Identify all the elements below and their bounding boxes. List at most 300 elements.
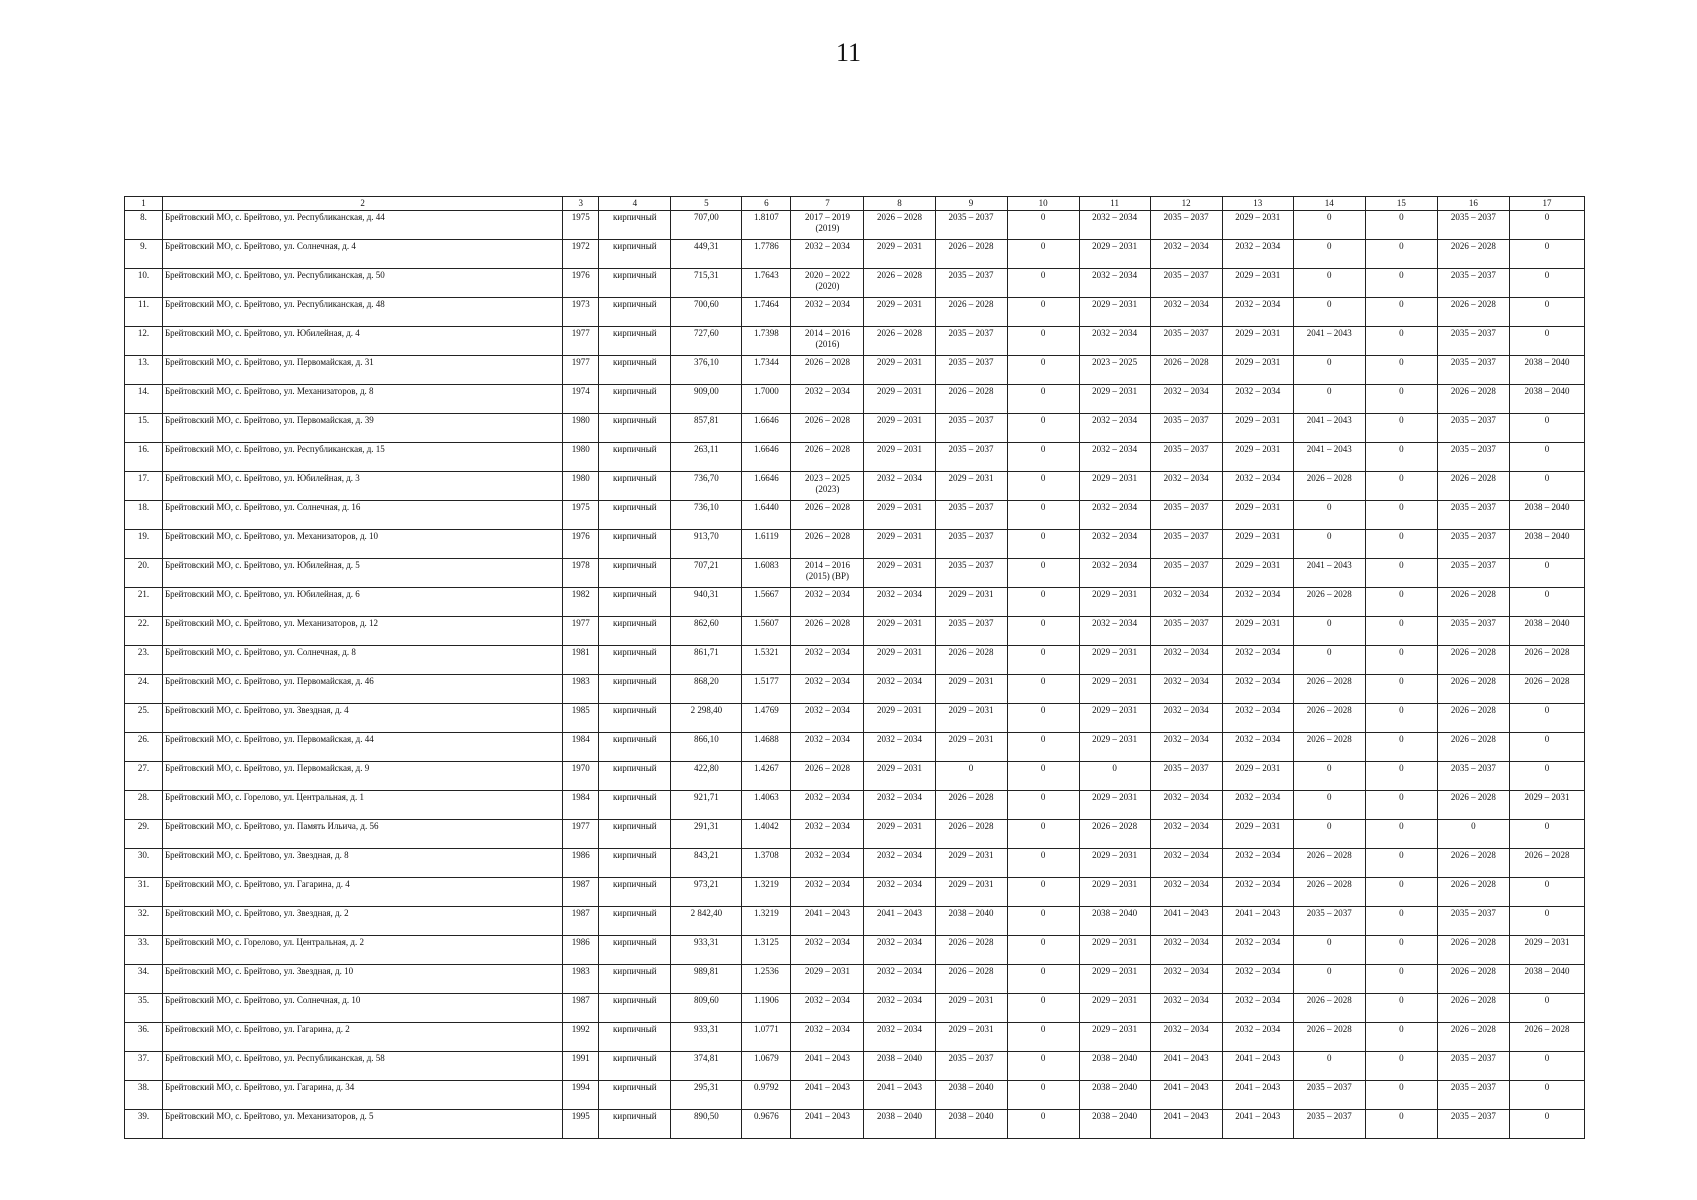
period-col-14-cell: 0 bbox=[1293, 501, 1365, 530]
area-cell: 707,00 bbox=[671, 211, 742, 240]
column-number-17: 17 bbox=[1509, 197, 1584, 211]
period-col-14-cell: 2026 – 2028 bbox=[1293, 472, 1365, 501]
wall-material-cell: кирпичный bbox=[599, 443, 671, 472]
period-col-7-cell: 2032 – 2034 bbox=[791, 298, 864, 327]
period-col-11-cell: 2038 – 2040 bbox=[1079, 1052, 1150, 1081]
period-col-13-cell: 2032 – 2034 bbox=[1222, 733, 1293, 762]
table-row bbox=[125, 965, 1585, 994]
area-cell: 374,81 bbox=[671, 1052, 742, 1081]
criterion-index-cell: 0.9676 bbox=[742, 1110, 791, 1139]
criterion-index-cell: 0.9792 bbox=[742, 1081, 791, 1110]
period-col-15-cell: 0 bbox=[1365, 646, 1437, 675]
period-col-12-cell: 2032 – 2034 bbox=[1150, 298, 1222, 327]
period-col-12-cell: 2041 – 2043 bbox=[1150, 1081, 1222, 1110]
address-cell: Брейтовский МО, с. Брейтово, ул. Республиканская, д. 15 bbox=[163, 443, 563, 472]
wall-material-cell: кирпичный bbox=[599, 530, 671, 559]
period-col-15-cell: 0 bbox=[1365, 1081, 1437, 1110]
period-col-13-cell: 2032 – 2034 bbox=[1222, 240, 1293, 269]
row-number-cell: 17. bbox=[125, 472, 163, 501]
area-cell: 736,70 bbox=[671, 472, 742, 501]
row-number-cell: 31. bbox=[125, 878, 163, 907]
period-col-13-cell: 2029 – 2031 bbox=[1222, 269, 1293, 298]
wall-material-cell: кирпичный bbox=[599, 733, 671, 762]
wall-material-cell: кирпичный bbox=[599, 414, 671, 443]
period-col-7-cell: 2041 – 2043 bbox=[791, 907, 864, 936]
period-col-16-cell: 2035 – 2037 bbox=[1437, 269, 1509, 298]
period-col-9-cell: 2029 – 2031 bbox=[935, 588, 1007, 617]
period-col-14-cell: 0 bbox=[1293, 791, 1365, 820]
period-col-15-cell: 0 bbox=[1365, 269, 1437, 298]
table-row bbox=[125, 762, 1585, 791]
period-col-12-cell: 2032 – 2034 bbox=[1150, 385, 1222, 414]
table-row bbox=[125, 356, 1585, 385]
period-col-12-cell: 2032 – 2034 bbox=[1150, 646, 1222, 675]
year-built-cell: 1970 bbox=[563, 762, 599, 791]
period-col-7-cell: 2041 – 2043 bbox=[791, 1081, 864, 1110]
period-col-8-cell: 2029 – 2031 bbox=[864, 646, 935, 675]
period-col-10-cell: 0 bbox=[1007, 530, 1079, 559]
period-col-15-cell: 0 bbox=[1365, 1052, 1437, 1081]
period-col-14-cell: 2026 – 2028 bbox=[1293, 849, 1365, 878]
period-col-8-cell: 2038 – 2040 bbox=[864, 1052, 935, 1081]
period-col-14-cell: 0 bbox=[1293, 646, 1365, 675]
period-col-10-cell: 0 bbox=[1007, 675, 1079, 704]
period-col-9-cell: 2035 – 2037 bbox=[935, 530, 1007, 559]
period-col-16-cell: 2026 – 2028 bbox=[1437, 965, 1509, 994]
period-col-12-cell: 2035 – 2037 bbox=[1150, 211, 1222, 240]
period-col-7-cell: 2032 – 2034 bbox=[791, 588, 864, 617]
wall-material-cell: кирпичный bbox=[599, 849, 671, 878]
table-row bbox=[125, 704, 1585, 733]
table-row bbox=[125, 820, 1585, 849]
criterion-index-cell: 1.7464 bbox=[742, 298, 791, 327]
wall-material-cell: кирпичный bbox=[599, 559, 671, 588]
period-col-15-cell: 0 bbox=[1365, 530, 1437, 559]
period-col-10-cell: 0 bbox=[1007, 1023, 1079, 1052]
table-row bbox=[125, 501, 1585, 530]
row-number-cell: 15. bbox=[125, 414, 163, 443]
period-col-11-cell: 2032 – 2034 bbox=[1079, 269, 1150, 298]
period-col-15-cell: 0 bbox=[1365, 791, 1437, 820]
period-col-14-cell: 0 bbox=[1293, 240, 1365, 269]
period-col-9-cell: 2035 – 2037 bbox=[935, 269, 1007, 298]
criterion-index-cell: 1.6646 bbox=[742, 414, 791, 443]
period-col-15-cell: 0 bbox=[1365, 356, 1437, 385]
table-body bbox=[125, 211, 1585, 1139]
period-col-8-cell: 2029 – 2031 bbox=[864, 298, 935, 327]
wall-material-cell: кирпичный bbox=[599, 1081, 671, 1110]
area-cell: 291,31 bbox=[671, 820, 742, 849]
period-col-14-cell: 2041 – 2043 bbox=[1293, 414, 1365, 443]
period-col-15-cell: 0 bbox=[1365, 965, 1437, 994]
period-col-13-cell: 2029 – 2031 bbox=[1222, 327, 1293, 356]
period-col-17-cell: 2038 – 2040 bbox=[1509, 530, 1584, 559]
period-col-11-cell: 2032 – 2034 bbox=[1079, 327, 1150, 356]
period-col-7-cell: 2032 – 2034 bbox=[791, 704, 864, 733]
period-col-9-cell: 2035 – 2037 bbox=[935, 327, 1007, 356]
table-row bbox=[125, 791, 1585, 820]
address-cell: Брейтовский МО, с. Брейтово, ул. Республиканская, д. 50 bbox=[163, 269, 563, 298]
year-built-cell: 1995 bbox=[563, 1110, 599, 1139]
wall-material-cell: кирпичный bbox=[599, 965, 671, 994]
period-col-15-cell: 0 bbox=[1365, 472, 1437, 501]
period-col-11-cell: 2029 – 2031 bbox=[1079, 704, 1150, 733]
criterion-index-cell: 1.6440 bbox=[742, 501, 791, 530]
period-col-14-cell: 0 bbox=[1293, 820, 1365, 849]
period-col-15-cell: 0 bbox=[1365, 849, 1437, 878]
row-number-cell: 24. bbox=[125, 675, 163, 704]
period-col-16-cell: 2026 – 2028 bbox=[1437, 791, 1509, 820]
period-col-16-cell: 2026 – 2028 bbox=[1437, 646, 1509, 675]
table-row bbox=[125, 936, 1585, 965]
period-col-16-cell: 2026 – 2028 bbox=[1437, 704, 1509, 733]
period-col-15-cell: 0 bbox=[1365, 588, 1437, 617]
table-row bbox=[125, 559, 1585, 588]
period-col-15-cell: 0 bbox=[1365, 1023, 1437, 1052]
criterion-index-cell: 1.0679 bbox=[742, 1052, 791, 1081]
period-col-10-cell: 0 bbox=[1007, 414, 1079, 443]
row-number-cell: 11. bbox=[125, 298, 163, 327]
period-col-10-cell: 0 bbox=[1007, 791, 1079, 820]
period-col-8-cell: 2029 – 2031 bbox=[864, 530, 935, 559]
period-col-13-cell: 2029 – 2031 bbox=[1222, 443, 1293, 472]
year-built-cell: 1974 bbox=[563, 385, 599, 414]
row-number-cell: 13. bbox=[125, 356, 163, 385]
period-col-11-cell: 2029 – 2031 bbox=[1079, 472, 1150, 501]
year-built-cell: 1975 bbox=[563, 211, 599, 240]
period-col-12-cell: 2035 – 2037 bbox=[1150, 501, 1222, 530]
housing-registry-table bbox=[124, 196, 1585, 1139]
period-col-13-cell: 2032 – 2034 bbox=[1222, 936, 1293, 965]
period-col-12-cell: 2035 – 2037 bbox=[1150, 269, 1222, 298]
row-number-cell: 10. bbox=[125, 269, 163, 298]
period-col-9-cell: 2026 – 2028 bbox=[935, 298, 1007, 327]
period-col-15-cell: 0 bbox=[1365, 240, 1437, 269]
period-col-9-cell: 2029 – 2031 bbox=[935, 704, 1007, 733]
period-col-11-cell: 2029 – 2031 bbox=[1079, 1023, 1150, 1052]
period-col-13-cell: 2032 – 2034 bbox=[1222, 646, 1293, 675]
period-col-8-cell: 2032 – 2034 bbox=[864, 849, 935, 878]
period-col-12-cell: 2032 – 2034 bbox=[1150, 675, 1222, 704]
period-col-16-cell: 2035 – 2037 bbox=[1437, 443, 1509, 472]
period-col-17-cell: 0 bbox=[1509, 240, 1584, 269]
period-col-13-cell: 2029 – 2031 bbox=[1222, 530, 1293, 559]
period-col-8-cell: 2026 – 2028 bbox=[864, 269, 935, 298]
period-col-14-cell: 2026 – 2028 bbox=[1293, 675, 1365, 704]
row-number-cell: 29. bbox=[125, 820, 163, 849]
period-col-7-cell: 2032 – 2034 bbox=[791, 733, 864, 762]
address-cell: Брейтовский МО, с. Брейтово, ул. Звездная, д. 10 bbox=[163, 965, 563, 994]
criterion-index-cell: 1.6083 bbox=[742, 559, 791, 588]
period-col-11-cell: 2029 – 2031 bbox=[1079, 588, 1150, 617]
period-col-9-cell: 0 bbox=[935, 762, 1007, 791]
period-col-10-cell: 0 bbox=[1007, 443, 1079, 472]
period-col-11-cell: 2029 – 2031 bbox=[1079, 733, 1150, 762]
period-col-11-cell: 2029 – 2031 bbox=[1079, 965, 1150, 994]
period-col-10-cell: 0 bbox=[1007, 646, 1079, 675]
period-col-10-cell: 0 bbox=[1007, 211, 1079, 240]
address-cell: Брейтовский МО, с. Брейтово, ул. Республиканская, д. 44 bbox=[163, 211, 563, 240]
period-col-16-cell: 2026 – 2028 bbox=[1437, 936, 1509, 965]
period-col-12-cell: 2032 – 2034 bbox=[1150, 994, 1222, 1023]
period-col-10-cell: 0 bbox=[1007, 298, 1079, 327]
table-row bbox=[125, 298, 1585, 327]
period-col-8-cell: 2038 – 2040 bbox=[864, 1110, 935, 1139]
wall-material-cell: кирпичный bbox=[599, 1052, 671, 1081]
area-cell: 921,71 bbox=[671, 791, 742, 820]
period-col-11-cell: 2029 – 2031 bbox=[1079, 878, 1150, 907]
period-col-11-cell: 2026 – 2028 bbox=[1079, 820, 1150, 849]
period-col-8-cell: 2026 – 2028 bbox=[864, 327, 935, 356]
address-cell: Брейтовский МО, с. Брейтово, ул. Первомайская, д. 44 bbox=[163, 733, 563, 762]
year-built-cell: 1980 bbox=[563, 414, 599, 443]
period-col-9-cell: 2035 – 2037 bbox=[935, 414, 1007, 443]
year-built-cell: 1987 bbox=[563, 878, 599, 907]
period-col-15-cell: 0 bbox=[1365, 878, 1437, 907]
period-col-10-cell: 0 bbox=[1007, 936, 1079, 965]
row-number-cell: 26. bbox=[125, 733, 163, 762]
row-number-cell: 16. bbox=[125, 443, 163, 472]
area-cell: 857,81 bbox=[671, 414, 742, 443]
address-cell: Брейтовский МО, с. Брейтово, ул. Механизаторов, д. 8 bbox=[163, 385, 563, 414]
period-col-9-cell: 2035 – 2037 bbox=[935, 559, 1007, 588]
year-built-cell: 1991 bbox=[563, 1052, 599, 1081]
period-col-17-cell: 0 bbox=[1509, 559, 1584, 588]
period-col-11-cell: 2029 – 2031 bbox=[1079, 936, 1150, 965]
period-col-7-cell: 2032 – 2034 bbox=[791, 849, 864, 878]
address-cell: Брейтовский МО, с. Брейтово, ул. Механизаторов, д. 5 bbox=[163, 1110, 563, 1139]
period-col-17-cell: 0 bbox=[1509, 1052, 1584, 1081]
period-col-8-cell: 2029 – 2031 bbox=[864, 240, 935, 269]
table-row bbox=[125, 443, 1585, 472]
wall-material-cell: кирпичный bbox=[599, 1110, 671, 1139]
area-cell: 700,60 bbox=[671, 298, 742, 327]
column-number-8: 8 bbox=[864, 197, 935, 211]
period-col-16-cell: 2026 – 2028 bbox=[1437, 472, 1509, 501]
table-row bbox=[125, 588, 1585, 617]
year-built-cell: 1986 bbox=[563, 849, 599, 878]
row-number-cell: 20. bbox=[125, 559, 163, 588]
period-col-14-cell: 0 bbox=[1293, 762, 1365, 791]
period-col-17-cell: 2038 – 2040 bbox=[1509, 385, 1584, 414]
row-number-cell: 35. bbox=[125, 994, 163, 1023]
period-col-14-cell: 2041 – 2043 bbox=[1293, 443, 1365, 472]
period-col-14-cell: 0 bbox=[1293, 530, 1365, 559]
period-col-8-cell: 2029 – 2031 bbox=[864, 617, 935, 646]
period-col-16-cell: 2026 – 2028 bbox=[1437, 878, 1509, 907]
period-col-10-cell: 0 bbox=[1007, 1081, 1079, 1110]
table-row bbox=[125, 849, 1585, 878]
period-col-14-cell: 2026 – 2028 bbox=[1293, 704, 1365, 733]
period-col-15-cell: 0 bbox=[1365, 414, 1437, 443]
column-number-14: 14 bbox=[1293, 197, 1365, 211]
period-col-16-cell: 2035 – 2037 bbox=[1437, 211, 1509, 240]
period-col-8-cell: 2029 – 2031 bbox=[864, 356, 935, 385]
row-number-cell: 39. bbox=[125, 1110, 163, 1139]
period-col-7-cell: 2026 – 2028 bbox=[791, 501, 864, 530]
period-col-8-cell: 2032 – 2034 bbox=[864, 965, 935, 994]
wall-material-cell: кирпичный bbox=[599, 298, 671, 327]
area-cell: 973,21 bbox=[671, 878, 742, 907]
area-cell: 862,60 bbox=[671, 617, 742, 646]
area-cell: 913,70 bbox=[671, 530, 742, 559]
year-built-cell: 1977 bbox=[563, 617, 599, 646]
table-row bbox=[125, 1081, 1585, 1110]
period-col-10-cell: 0 bbox=[1007, 849, 1079, 878]
period-col-17-cell: 0 bbox=[1509, 907, 1584, 936]
row-number-cell: 36. bbox=[125, 1023, 163, 1052]
address-cell: Брейтовский МО, с. Брейтово, ул. Юбилейная, д. 3 bbox=[163, 472, 563, 501]
period-col-7-cell: 2026 – 2028 bbox=[791, 762, 864, 791]
period-col-11-cell: 2032 – 2034 bbox=[1079, 559, 1150, 588]
row-number-cell: 19. bbox=[125, 530, 163, 559]
period-col-14-cell: 0 bbox=[1293, 936, 1365, 965]
period-col-12-cell: 2041 – 2043 bbox=[1150, 1110, 1222, 1139]
address-cell: Брейтовский МО, с. Брейтово, ул. Солнечная, д. 8 bbox=[163, 646, 563, 675]
address-cell: Брейтовский МО, с. Брейтово, ул. Первомайская, д. 46 bbox=[163, 675, 563, 704]
period-col-13-cell: 2041 – 2043 bbox=[1222, 1110, 1293, 1139]
period-col-9-cell: 2038 – 2040 bbox=[935, 1110, 1007, 1139]
row-number-cell: 18. bbox=[125, 501, 163, 530]
criterion-index-cell: 1.4267 bbox=[742, 762, 791, 791]
period-col-10-cell: 0 bbox=[1007, 907, 1079, 936]
period-col-16-cell: 0 bbox=[1437, 820, 1509, 849]
period-col-15-cell: 0 bbox=[1365, 762, 1437, 791]
criterion-index-cell: 1.7000 bbox=[742, 385, 791, 414]
period-col-16-cell: 2026 – 2028 bbox=[1437, 849, 1509, 878]
column-number-3: 3 bbox=[563, 197, 599, 211]
period-col-14-cell: 2041 – 2043 bbox=[1293, 559, 1365, 588]
period-col-13-cell: 2032 – 2034 bbox=[1222, 849, 1293, 878]
period-col-11-cell: 2032 – 2034 bbox=[1079, 211, 1150, 240]
period-col-16-cell: 2026 – 2028 bbox=[1437, 240, 1509, 269]
wall-material-cell: кирпичный bbox=[599, 501, 671, 530]
criterion-index-cell: 1.7786 bbox=[742, 240, 791, 269]
column-number-7: 7 bbox=[791, 197, 864, 211]
row-number-cell: 8. bbox=[125, 211, 163, 240]
period-col-9-cell: 2035 – 2037 bbox=[935, 1052, 1007, 1081]
period-col-13-cell: 2029 – 2031 bbox=[1222, 211, 1293, 240]
period-col-12-cell: 2035 – 2037 bbox=[1150, 617, 1222, 646]
period-col-13-cell: 2032 – 2034 bbox=[1222, 472, 1293, 501]
period-col-7-cell: 2032 – 2034 bbox=[791, 994, 864, 1023]
period-col-16-cell: 2026 – 2028 bbox=[1437, 675, 1509, 704]
period-col-9-cell: 2026 – 2028 bbox=[935, 646, 1007, 675]
period-col-7-cell: 2014 – 2016 (2015) (ВР) bbox=[791, 559, 864, 588]
period-col-11-cell: 2029 – 2031 bbox=[1079, 646, 1150, 675]
year-built-cell: 1977 bbox=[563, 820, 599, 849]
address-cell: Брейтовский МО, с. Брейтово, ул. Механизаторов, д. 12 bbox=[163, 617, 563, 646]
criterion-index-cell: 1.4769 bbox=[742, 704, 791, 733]
row-number-cell: 32. bbox=[125, 907, 163, 936]
address-cell: Брейтовский МО, с. Горелово, ул. Центральная, д. 1 bbox=[163, 791, 563, 820]
period-col-9-cell: 2038 – 2040 bbox=[935, 907, 1007, 936]
table-row bbox=[125, 530, 1585, 559]
criterion-index-cell: 1.5177 bbox=[742, 675, 791, 704]
column-number-9: 9 bbox=[935, 197, 1007, 211]
address-cell: Брейтовский МО, с. Брейтово, ул. Солнечная, д. 16 bbox=[163, 501, 563, 530]
period-col-13-cell: 2029 – 2031 bbox=[1222, 820, 1293, 849]
criterion-index-cell: 1.4688 bbox=[742, 733, 791, 762]
period-col-14-cell: 2026 – 2028 bbox=[1293, 878, 1365, 907]
year-built-cell: 1987 bbox=[563, 907, 599, 936]
period-col-7-cell: 2032 – 2034 bbox=[791, 791, 864, 820]
period-col-16-cell: 2035 – 2037 bbox=[1437, 1081, 1509, 1110]
address-cell: Брейтовский МО, с. Брейтово, ул. Первомайская, д. 31 bbox=[163, 356, 563, 385]
period-col-8-cell: 2032 – 2034 bbox=[864, 588, 935, 617]
area-cell: 866,10 bbox=[671, 733, 742, 762]
period-col-7-cell: 2026 – 2028 bbox=[791, 356, 864, 385]
row-number-cell: 23. bbox=[125, 646, 163, 675]
area-cell: 909,00 bbox=[671, 385, 742, 414]
year-built-cell: 1978 bbox=[563, 559, 599, 588]
period-col-10-cell: 0 bbox=[1007, 733, 1079, 762]
period-col-9-cell: 2026 – 2028 bbox=[935, 820, 1007, 849]
period-col-9-cell: 2029 – 2031 bbox=[935, 1023, 1007, 1052]
criterion-index-cell: 1.7344 bbox=[742, 356, 791, 385]
table-row bbox=[125, 327, 1585, 356]
period-col-9-cell: 2026 – 2028 bbox=[935, 965, 1007, 994]
period-col-9-cell: 2029 – 2031 bbox=[935, 994, 1007, 1023]
row-number-cell: 28. bbox=[125, 791, 163, 820]
period-col-8-cell: 2032 – 2034 bbox=[864, 1023, 935, 1052]
period-col-7-cell: 2032 – 2034 bbox=[791, 385, 864, 414]
area-cell: 940,31 bbox=[671, 588, 742, 617]
period-col-17-cell: 0 bbox=[1509, 269, 1584, 298]
period-col-17-cell: 0 bbox=[1509, 704, 1584, 733]
period-col-14-cell: 0 bbox=[1293, 211, 1365, 240]
address-cell: Брейтовский МО, с. Брейтово, ул. Республиканская, д. 58 bbox=[163, 1052, 563, 1081]
period-col-14-cell: 2026 – 2028 bbox=[1293, 1023, 1365, 1052]
period-col-17-cell: 0 bbox=[1509, 211, 1584, 240]
period-col-9-cell: 2029 – 2031 bbox=[935, 733, 1007, 762]
wall-material-cell: кирпичный bbox=[599, 588, 671, 617]
period-col-9-cell: 2035 – 2037 bbox=[935, 617, 1007, 646]
criterion-index-cell: 1.0771 bbox=[742, 1023, 791, 1052]
period-col-9-cell: 2026 – 2028 bbox=[935, 240, 1007, 269]
period-col-7-cell: 2032 – 2034 bbox=[791, 675, 864, 704]
period-col-8-cell: 2032 – 2034 bbox=[864, 791, 935, 820]
period-col-17-cell: 2038 – 2040 bbox=[1509, 965, 1584, 994]
period-col-15-cell: 0 bbox=[1365, 820, 1437, 849]
table-row bbox=[125, 617, 1585, 646]
column-number-2: 2 bbox=[163, 197, 563, 211]
period-col-10-cell: 0 bbox=[1007, 327, 1079, 356]
period-col-9-cell: 2035 – 2037 bbox=[935, 443, 1007, 472]
period-col-7-cell: 2032 – 2034 bbox=[791, 240, 864, 269]
period-col-14-cell: 2035 – 2037 bbox=[1293, 1081, 1365, 1110]
period-col-16-cell: 2035 – 2037 bbox=[1437, 414, 1509, 443]
period-col-13-cell: 2032 – 2034 bbox=[1222, 965, 1293, 994]
year-built-cell: 1973 bbox=[563, 298, 599, 327]
address-cell: Брейтовский МО, с. Брейтово, ул. Гагарина, д. 34 bbox=[163, 1081, 563, 1110]
period-col-11-cell: 2023 – 2025 bbox=[1079, 356, 1150, 385]
table-row bbox=[125, 1052, 1585, 1081]
address-cell: Брейтовский МО, с. Брейтово, ул. Солнечная, д. 4 bbox=[163, 240, 563, 269]
period-col-16-cell: 2035 – 2037 bbox=[1437, 501, 1509, 530]
period-col-10-cell: 0 bbox=[1007, 588, 1079, 617]
wall-material-cell: кирпичный bbox=[599, 1023, 671, 1052]
period-col-16-cell: 2026 – 2028 bbox=[1437, 385, 1509, 414]
table-row bbox=[125, 414, 1585, 443]
area-cell: 736,10 bbox=[671, 501, 742, 530]
column-number-1: 1 bbox=[125, 197, 163, 211]
wall-material-cell: кирпичный bbox=[599, 211, 671, 240]
table-row bbox=[125, 472, 1585, 501]
criterion-index-cell: 1.3125 bbox=[742, 936, 791, 965]
table-row bbox=[125, 1110, 1585, 1139]
period-col-10-cell: 0 bbox=[1007, 501, 1079, 530]
